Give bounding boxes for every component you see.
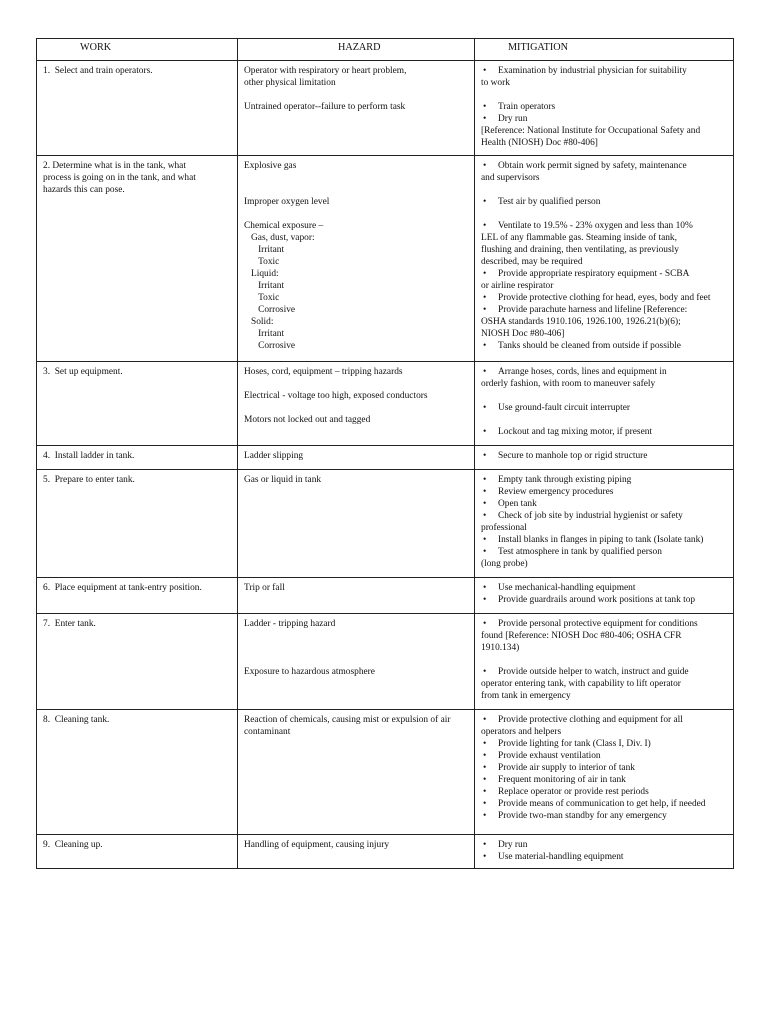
hazard-cell — [238, 470, 475, 578]
mitigation-text: Secure to manhole top or rigid structure — [498, 451, 648, 461]
hazard-text — [244, 89, 469, 101]
mitigation-continuation — [481, 642, 728, 654]
hazard-cell — [238, 156, 475, 362]
bullet-icon: • — [483, 811, 487, 821]
mitigation-continuation — [481, 137, 728, 149]
hazard-text: Reaction of chemicals, causing mist or expulsion of air — [244, 715, 451, 725]
mitigation-cell — [475, 362, 734, 446]
mitigation-continuation — [481, 378, 728, 390]
mitigation-text: Use ground-fault circuit interrupter — [498, 403, 630, 413]
mitigation-bullet-item — [481, 798, 728, 810]
table-body — [37, 61, 734, 869]
mitigation-bullet-item — [481, 750, 728, 762]
mitigation-bullet-item — [481, 851, 728, 863]
bullet-icon: • — [483, 595, 487, 605]
hazard-text: Hoses, cord, equipment – tripping hazards — [244, 367, 403, 377]
hazard-text: Ladder slipping — [244, 451, 304, 461]
mitigation-text: Ventilate to 19.5% - 23% oxygen and less than 10% — [498, 221, 693, 231]
mitigation-continuation — [481, 328, 728, 340]
bullet-icon: • — [483, 114, 487, 124]
hazard-text — [244, 402, 469, 414]
mitigation-text: [Reference: National Institute for Occupational Safety and — [481, 126, 701, 136]
mitigation-text: Replace operator or provide rest periods — [498, 787, 649, 797]
mitigation-bullet-item — [481, 618, 728, 630]
hazard-text: Operator with respiratory or heart problem, — [244, 66, 407, 76]
mitigation-text: Install blanks in flanges in piping to tank (Isolate tank) — [498, 535, 704, 545]
mitigation-cell — [475, 578, 734, 614]
hazard-text: Irritant — [244, 245, 285, 255]
hazard-text — [244, 630, 469, 642]
mitigation-text: Open tank — [498, 499, 537, 509]
mitigation-text: described, may be required — [481, 257, 583, 267]
mitigation-cell — [475, 61, 734, 156]
mitigation-text: Tanks should be cleaned from outside if possible — [498, 341, 681, 351]
mitigation-text: Examination by industrial physician for suitability — [498, 66, 687, 76]
work-step-text: 7. Enter tank. — [43, 619, 96, 629]
hazard-text — [244, 184, 469, 196]
mitigation-text: Provide guardrails around work positions at tank top — [498, 595, 696, 605]
mitigation-bullet-item — [481, 450, 728, 462]
mitigation-bullet-item — [481, 304, 728, 316]
mitigation-text: Provide protective clothing for head, eyes, body and feet — [498, 293, 711, 303]
hazard-cell — [238, 614, 475, 710]
mitigation-bullet-item — [481, 738, 728, 750]
bullet-icon: • — [483, 840, 487, 850]
bullet-icon: • — [483, 852, 487, 862]
mitigation-bullet-item — [481, 534, 728, 546]
mitigation-text: Lockout and tag mixing motor, if present — [498, 427, 653, 437]
hazard-text: Toxic — [244, 293, 280, 303]
mitigation-text: Empty tank through existing piping — [498, 475, 632, 485]
bullet-icon: • — [483, 487, 487, 497]
mitigation-text: Review emergency procedures — [498, 487, 614, 497]
table-header-row — [37, 39, 734, 61]
bullet-icon: • — [483, 799, 487, 809]
hazard-text: Gas, dust, vapor: — [244, 233, 315, 243]
bullet-icon: • — [483, 475, 487, 485]
work-step-text: 2. Determine what is in the tank, what — [43, 161, 186, 171]
hazard-text: Corrosive — [244, 305, 296, 315]
mitigation-bullet-item — [481, 474, 728, 486]
work-step-cell — [37, 470, 238, 578]
bullet-icon: • — [483, 547, 487, 557]
work-step-text: process is going on in the tank, and what — [43, 173, 196, 183]
work-step-cell — [37, 835, 238, 869]
bullet-icon: • — [483, 102, 487, 112]
bullet-icon: • — [483, 161, 487, 171]
mitigation-bullet-item — [481, 546, 728, 558]
mitigation-text: Frequent monitoring of air in tank — [498, 775, 626, 785]
mitigation-text: Provide outside helper to watch, instruct and guide — [498, 667, 689, 677]
mitigation-bullet-item — [481, 340, 728, 352]
mitigation-text: Dry run — [498, 840, 528, 850]
spacer — [481, 414, 728, 426]
hazard-text: contaminant — [244, 727, 291, 737]
hazard-cell — [238, 446, 475, 470]
mitigation-bullet-item — [481, 839, 728, 851]
bullet-icon: • — [483, 197, 487, 207]
mitigation-text: Provide personal protective equipment for conditions — [498, 619, 698, 629]
mitigation-continuation — [481, 244, 728, 256]
mitigation-continuation — [481, 172, 728, 184]
spacer — [481, 184, 728, 196]
header-work: WORK — [37, 39, 238, 61]
work-step-text: 9. Cleaning up. — [43, 840, 103, 850]
bullet-icon: • — [483, 451, 487, 461]
mitigation-text: 1910.134) — [481, 643, 520, 653]
bullet-icon: • — [483, 751, 487, 761]
mitigation-text: to work — [481, 78, 510, 88]
mitigation-bullet-item — [481, 510, 728, 522]
mitigation-bullet-item — [481, 786, 728, 798]
work-step-text: 3. Set up equipment. — [43, 367, 123, 377]
bullet-icon: • — [483, 511, 487, 521]
mitigation-text: Provide protective clothing and equipment for all — [498, 715, 683, 725]
bullet-icon: • — [483, 293, 487, 303]
hazard-cell — [238, 61, 475, 156]
mitigation-bullet-item — [481, 582, 728, 594]
mitigation-continuation — [481, 558, 728, 570]
mitigation-continuation — [481, 280, 728, 292]
mitigation-text: Provide two-man standby for any emergency — [498, 811, 667, 821]
spacer — [481, 208, 728, 220]
mitigation-bullet-item — [481, 196, 728, 208]
hazard-text: Gas or liquid in tank — [244, 475, 322, 485]
bullet-icon: • — [483, 667, 487, 677]
mitigation-text: Check of job site by industrial hygienist or safety — [498, 511, 683, 521]
hazard-text: Explosive gas — [244, 161, 297, 171]
hazard-text — [244, 378, 469, 390]
work-step-cell — [37, 61, 238, 156]
hazard-text: Chemical exposure – — [244, 221, 324, 231]
bullet-icon: • — [483, 763, 487, 773]
table-row — [37, 446, 734, 470]
mitigation-text: Provide parachute harness and lifeline [Reference: — [498, 305, 688, 315]
work-step-text: 1. Select and train operators. — [43, 66, 153, 76]
mitigation-text: operators and helpers — [481, 727, 562, 737]
bullet-icon: • — [483, 787, 487, 797]
header-hazard: HAZARD — [238, 39, 475, 61]
hazard-text — [244, 642, 469, 654]
mitigation-text: or airline respirator — [481, 281, 554, 291]
hazard-text: Handling of equipment, causing injury — [244, 840, 390, 850]
mitigation-cell — [475, 710, 734, 835]
hazard-text: Trip or fall — [244, 583, 285, 593]
mitigation-continuation — [481, 630, 728, 642]
mitigation-text: NIOSH Doc #80-406] — [481, 329, 565, 339]
hazard-text: Irritant — [244, 281, 285, 291]
work-step-text: 4. Install ladder in tank. — [43, 451, 135, 461]
hazard-analysis-table — [36, 38, 734, 869]
table-row — [37, 710, 734, 835]
bullet-icon: • — [483, 535, 487, 545]
hazard-text: Toxic — [244, 257, 280, 267]
mitigation-text: Arrange hoses, cords, lines and equipment in — [498, 367, 667, 377]
mitigation-bullet-item — [481, 426, 728, 438]
mitigation-text: Dry run — [498, 114, 528, 124]
hazard-text: Untrained operator--failure to perform task — [244, 102, 406, 112]
mitigation-bullet-item — [481, 810, 728, 822]
hazard-text: Electrical - voltage too high, exposed conductors — [244, 391, 428, 401]
mitigation-bullet-item — [481, 268, 728, 280]
hazard-text: Improper oxygen level — [244, 197, 330, 207]
bullet-icon: • — [483, 499, 487, 509]
bullet-icon: • — [483, 269, 487, 279]
hazard-text: Ladder - tripping hazard — [244, 619, 336, 629]
mitigation-continuation — [481, 256, 728, 268]
mitigation-bullet-item — [481, 220, 728, 232]
mitigation-bullet-item — [481, 714, 728, 726]
bullet-icon: • — [483, 775, 487, 785]
mitigation-text: LEL of any flammable gas. Steaming inside of tank, — [481, 233, 677, 243]
bullet-icon: • — [483, 583, 487, 593]
mitigation-text: (long probe) — [481, 559, 528, 569]
spacer — [481, 89, 728, 101]
mitigation-bullet-item — [481, 113, 728, 125]
work-step-cell — [37, 578, 238, 614]
mitigation-continuation — [481, 77, 728, 89]
mitigation-text: Test air by qualified person — [498, 197, 601, 207]
work-step-cell — [37, 710, 238, 835]
mitigation-bullet-item — [481, 774, 728, 786]
mitigation-text: Obtain work permit signed by safety, maintenance — [498, 161, 687, 171]
hazard-text: Solid: — [244, 317, 274, 327]
mitigation-bullet-item — [481, 101, 728, 113]
hazard-cell — [238, 578, 475, 614]
mitigation-text: Provide lighting for tank (Class I, Div. I) — [498, 739, 651, 749]
mitigation-bullet-item — [481, 498, 728, 510]
hazard-text — [244, 208, 469, 220]
mitigation-cell — [475, 835, 734, 869]
hazard-text — [244, 654, 469, 666]
hazard-text: Liquid: — [244, 269, 279, 279]
table-row — [37, 470, 734, 578]
hazard-cell — [238, 362, 475, 446]
mitigation-text: flushing and draining, then ventilating, as previously — [481, 245, 679, 255]
mitigation-continuation — [481, 316, 728, 328]
mitigation-continuation — [481, 522, 728, 534]
bullet-icon: • — [483, 715, 487, 725]
mitigation-text: Use mechanical-handling equipment — [498, 583, 636, 593]
mitigation-text: operator entering tank, with capability to lift operator — [481, 679, 681, 689]
spacer — [481, 654, 728, 666]
mitigation-text: from tank in emergency — [481, 691, 571, 701]
bullet-icon: • — [483, 221, 487, 231]
mitigation-continuation — [481, 678, 728, 690]
spacer — [481, 390, 728, 402]
bullet-icon: • — [483, 367, 487, 377]
mitigation-bullet-item — [481, 666, 728, 678]
table-row — [37, 61, 734, 156]
mitigation-bullet-item — [481, 292, 728, 304]
work-step-cell — [37, 614, 238, 710]
mitigation-text: Provide means of communication to get help, if needed — [498, 799, 706, 809]
header-mitigation: MITIGATION — [475, 39, 734, 61]
hazard-text: Exposure to hazardous atmosphere — [244, 667, 375, 677]
mitigation-bullet-item — [481, 160, 728, 172]
hazard-text: Irritant — [244, 329, 285, 339]
bullet-icon: • — [483, 305, 487, 315]
bullet-icon: • — [483, 739, 487, 749]
bullet-icon: • — [483, 341, 487, 351]
work-step-cell — [37, 446, 238, 470]
work-step-text: hazards this can pose. — [43, 185, 125, 195]
work-step-text: 8. Cleaning tank. — [43, 715, 110, 725]
bullet-icon: • — [483, 403, 487, 413]
bullet-icon: • — [483, 427, 487, 437]
mitigation-bullet-item — [481, 762, 728, 774]
hazard-cell — [238, 835, 475, 869]
mitigation-continuation — [481, 690, 728, 702]
mitigation-bullet-item — [481, 486, 728, 498]
mitigation-text: Provide air supply to interior of tank — [498, 763, 635, 773]
mitigation-text: and supervisors — [481, 173, 540, 183]
mitigation-bullet-item — [481, 366, 728, 378]
bullet-icon: • — [483, 66, 487, 76]
table-row — [37, 614, 734, 710]
mitigation-text: Train operators — [498, 102, 556, 112]
mitigation-text: professional — [481, 523, 527, 533]
mitigation-bullet-item — [481, 594, 728, 606]
work-step-text: 5. Prepare to enter tank. — [43, 475, 135, 485]
mitigation-cell — [475, 156, 734, 362]
mitigation-continuation — [481, 125, 728, 137]
work-step-cell — [37, 156, 238, 362]
mitigation-text: Test atmosphere in tank by qualified person — [498, 547, 662, 557]
hazard-text — [244, 172, 469, 184]
hazard-text: Corrosive — [244, 341, 296, 351]
mitigation-text: OSHA standards 1910.106, 1926.100, 1926.21(b)(6); — [481, 317, 681, 327]
mitigation-continuation — [481, 232, 728, 244]
table-row — [37, 835, 734, 869]
hazard-text: other physical limitation — [244, 78, 336, 88]
table-row — [37, 362, 734, 446]
bullet-icon: • — [483, 619, 487, 629]
mitigation-text: Health (NIOSH) Doc #80-406] — [481, 138, 598, 148]
table-row — [37, 156, 734, 362]
mitigation-bullet-item — [481, 65, 728, 77]
mitigation-cell — [475, 614, 734, 710]
hazard-text: Motors not locked out and tagged — [244, 415, 371, 425]
mitigation-text: Use material-handling equipment — [498, 852, 624, 862]
work-step-text: 6. Place equipment at tank-entry position. — [43, 583, 202, 593]
mitigation-text: orderly fashion, with room to maneuver safely — [481, 379, 656, 389]
mitigation-text: Provide exhaust ventilation — [498, 751, 601, 761]
mitigation-continuation — [481, 726, 728, 738]
hazard-cell — [238, 710, 475, 835]
table-row — [37, 578, 734, 614]
mitigation-text: Provide appropriate respiratory equipment - SCBA — [498, 269, 690, 279]
mitigation-bullet-item — [481, 402, 728, 414]
mitigation-text: found [Reference: NIOSH Doc #80-406; OSHA CFR — [481, 631, 682, 641]
mitigation-cell — [475, 446, 734, 470]
mitigation-cell — [475, 470, 734, 578]
work-step-cell — [37, 362, 238, 446]
